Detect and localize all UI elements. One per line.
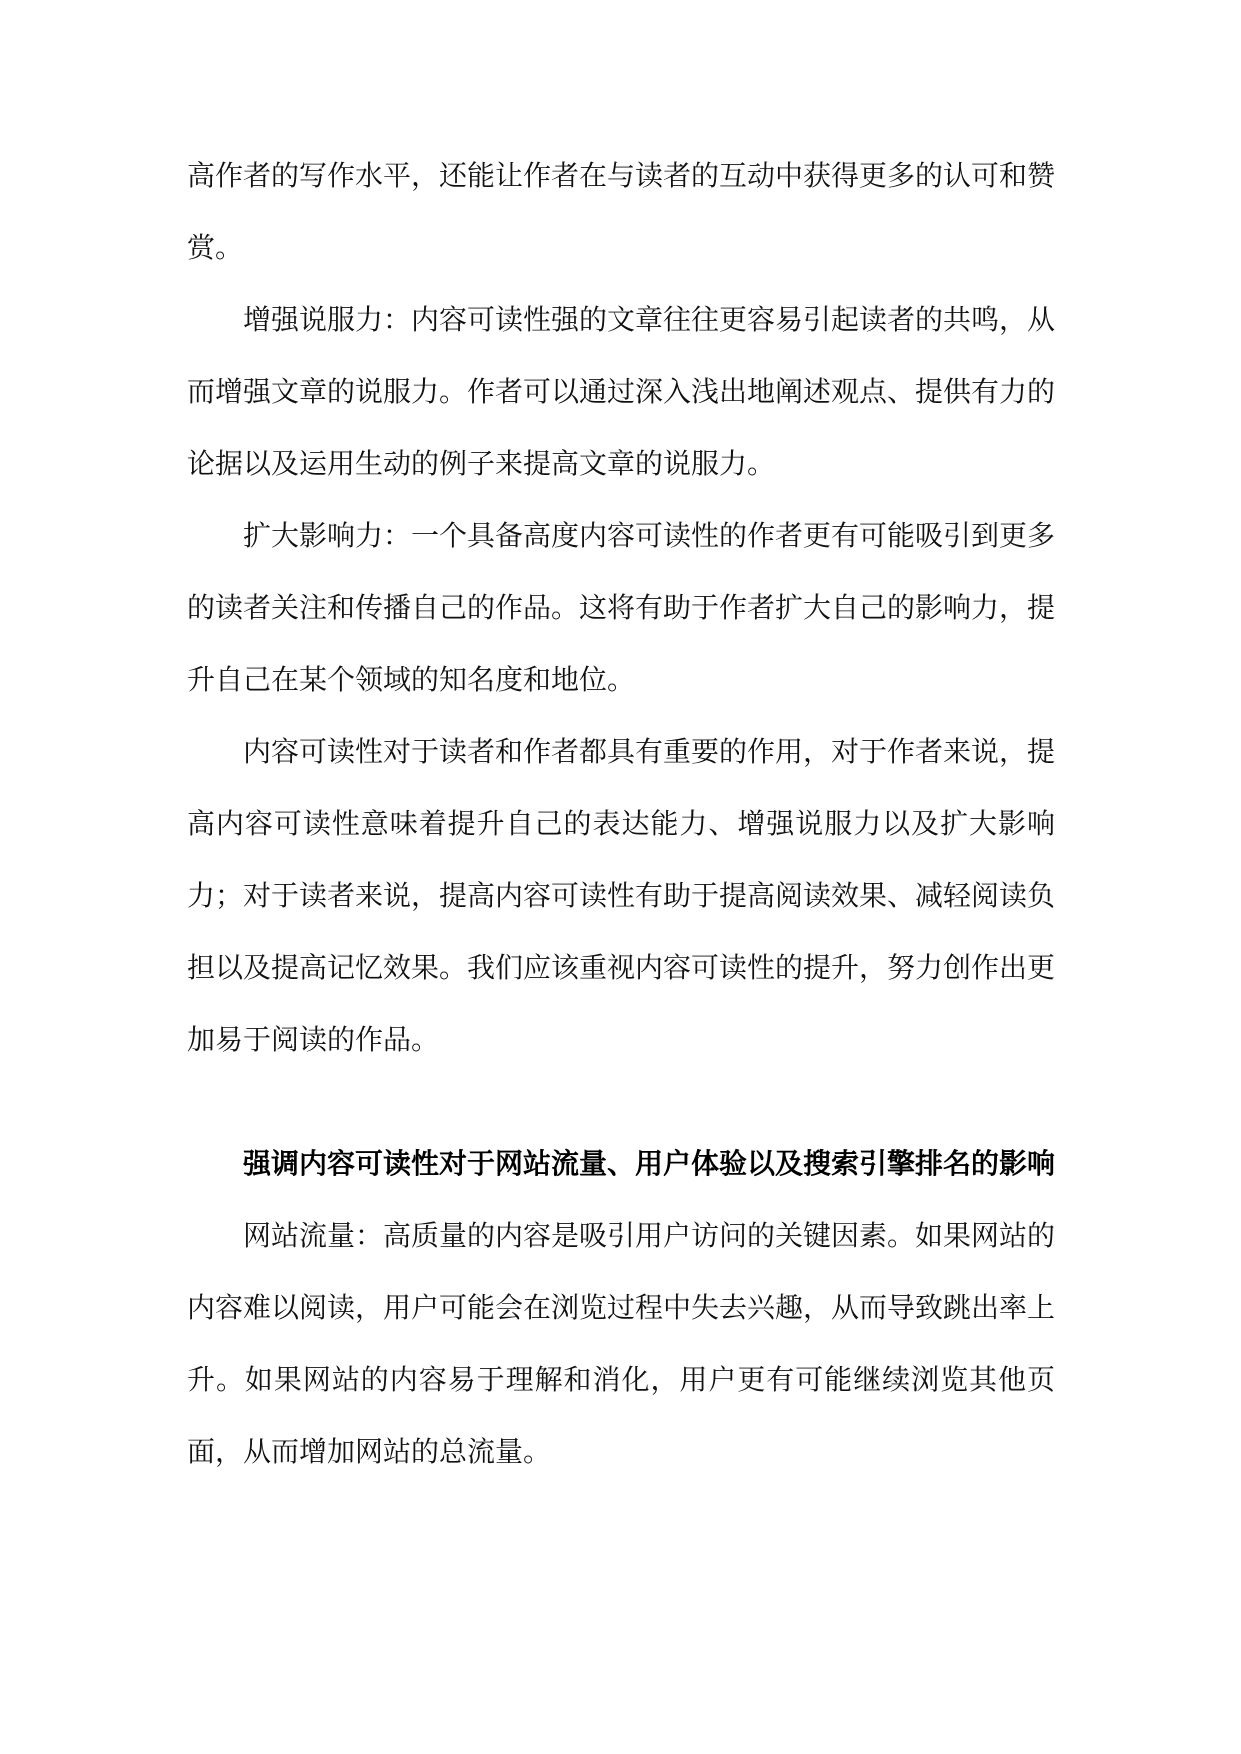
paragraph-continued: 高作者的写作水平，还能让作者在与读者的互动中获得更多的认可和赞赏。 [187,159,1056,264]
paragraph-website-traffic: 网站流量：高质量的内容是吸引用户访问的关键因素。如果网站的内容难以阅读，用户可能会在浏览过程中失去兴趣，从而导致跳出率上升。如果网站的内容易于理解和消化，用户更有可能继续浏览其他页面，从而增加网站的总流量。 [187,1219,1056,1468]
paragraph-persuasiveness: 增强说服力：内容可读性强的文章往往更容易引起读者的共鸣，从而增强文章的说服力。作者可以通过深入浅出地阐述观点、提供有力的论据以及运用生动的例子来提高文章的说服力。 [187,303,1056,480]
document-body [187,140,1055,1488]
paragraph-influence: 扩大影响力：一个具备高度内容可读性的作者更有可能吸引到更多的读者关注和传播自己的作品。这将有助于作者扩大自己的影响力，提升自己在某个领域的知名度和地位。 [187,519,1056,696]
paragraph-summary: 内容可读性对于读者和作者都具有重要的作用，对于作者来说，提高内容可读性意味着提升自己的表达能力、增强说服力以及扩大影响力；对于读者来说，提高内容可读性有助于提高阅读效果、减轻阅读负担以及提高记忆效果。我们应该重视内容可读性的提升，努力创作出更加易于阅读的作品。 [187,735,1056,1056]
section-heading: 强调内容可读性对于网站流量、用户体验以及搜索引擎排名的影响 [243,1147,1056,1180]
